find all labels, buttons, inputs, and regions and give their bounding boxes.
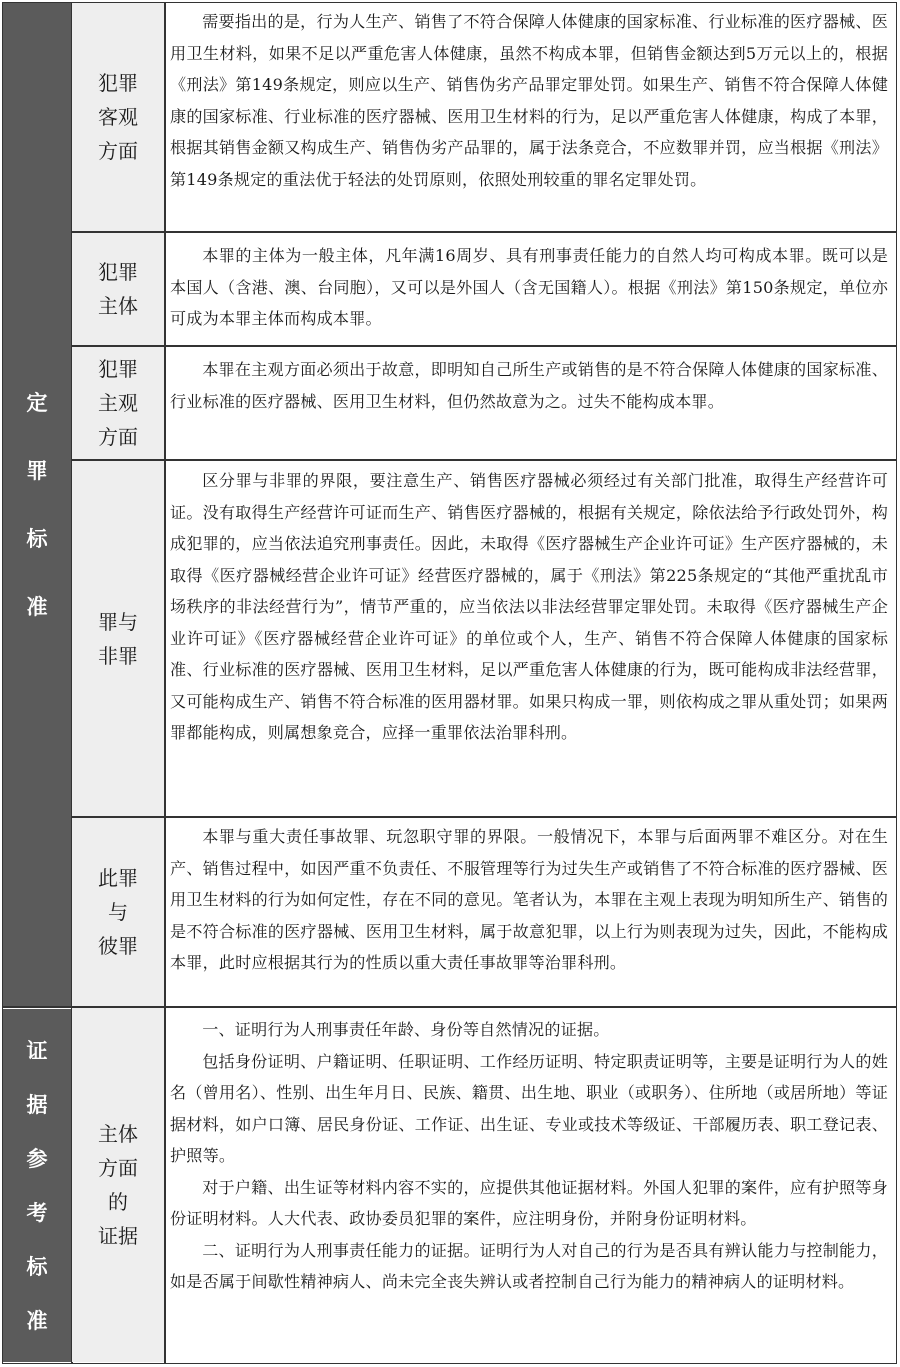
- divider: [164, 2, 166, 1364]
- row-content-objective: [170, 6, 888, 195]
- section-char: 证: [26, 1038, 48, 1063]
- section-header-zhengju: [3, 1009, 71, 1362]
- row-content-subject: [170, 240, 888, 335]
- row-label-subjective: 犯罪 主观 方面: [72, 347, 164, 459]
- section-header-dingzui: [3, 3, 71, 1006]
- paragraph: 需要指出的是，行为人生产、销售了不符合保障人体健康的国家标准、行业标准的医疗器械、医用卫生材料，如果不足以严重危害人体健康，虽然不构成本罪，但销售金额达到5万元以上的，根据《刑法》第149条规定，则应以生产、销售伪劣产品罪定罪处罚。如果生产、销售不符合保障人体健康的国家标准、行业标准的医疗器械、医用卫生材料的行为，足以严重危害人体健康，构成了本罪，根据其销售金额又构成生产、销售伪劣产品罪的，属于法条竞合，不应数罪并罚，应当根据《刑法》第149条规定的重法优于轻法的处罚原则，依照处刑较重的罪名定罪处罚。: [170, 12, 888, 189]
- paragraph: 本罪与重大责任事故罪、玩忽职守罪的界限。一般情况下，本罪与后面两罪不难区分。对在生产、销售过程中，如因严重不负责任、不服管理等行为过失生产或销售了不符合标准的医疗器械、医用卫生材料的行为如何定性，存在不同的意见。笔者认为，本罪在主观上表现为明知所生产、销售的是不符合标准的医疗器械、医用卫生材料，属于故意犯罪，以上行为则表现为过失，因此，不能构成本罪，此时应根据其行为的性质以重大责任事故罪等治罪科刑。: [170, 827, 888, 972]
- section-char: 据: [26, 1092, 48, 1117]
- section-char: 准: [26, 594, 48, 619]
- divider: [72, 345, 897, 347]
- row-content-crime-or-not: [170, 465, 888, 749]
- section-char: 准: [26, 1308, 48, 1333]
- paragraph: 本罪的主体为一般主体，凡年满16周岁、具有刑事责任能力的自然人均可构成本罪。既可以是本国人（含港、澳、台同胞），又可以是外国人（含无国籍人）。根据《刑法》第150条规定，单位亦可成为本罪主体而构成本罪。: [170, 246, 888, 328]
- paragraph: 区分罪与非罪的界限，要注意生产、销售医疗器械必须经过有关部门批准，取得生产经营许可证。没有取得生产经营许可证而生产、销售医疗器械的，根据有关规定，除依法给予行政处罚外，构成犯罪的，应当依法追究刑事责任。因此，未取得《医疗器械生产企业许可证》生产医疗器械的，未取得《医疗器械经营企业许可证》经营医疗器械的，属于《刑法》第225条规定的“其他严重扰乱市场秩序的非法经营行为”，情节严重的，应当依法以非法经营罪定罪处罚。未取得《医疗器械生产企业许可证》《医疗器械经营企业许可证》的单位或个人，生产、销售不符合保障人体健康的国家标准、行业标准的医疗器械、医用卫生材料，足以严重危害人体健康的行为，既可能构成非法经营罪，又可能构成生产、销售不符合标准的医用器材罪。如果只构成一罪，则依构成之罪从重处罚；如果两罪都能构成，则属想象竞合，应择一重罪依法治罪科刑。: [170, 471, 888, 742]
- section-char: 考: [26, 1200, 48, 1225]
- row-label-objective: 犯罪 客观 方面: [72, 3, 164, 231]
- row-label-subject: 犯罪 主体: [72, 233, 164, 345]
- section-char: 参: [26, 1146, 48, 1171]
- section-char: 罪: [26, 458, 48, 483]
- divider: [72, 459, 897, 461]
- paragraph: 包括身份证明、户籍证明、任职证明、工作经历证明、特定职责证明等，主要是证明行为人的姓名（曾用名）、性别、出生年月日、民族、籍贯、出生地、职业（或职务）、住所地（或居所地）等证据材料，如户口簿、居民身份证、工作证、出生证、专业或技术等级证、干部履历表、职工登记表、护照等。: [170, 1051, 888, 1165]
- row-label-subject-evidence: 主体 方面 的 证据: [72, 1008, 164, 1362]
- row-content-this-vs-that: [170, 821, 888, 979]
- paragraph: 一、证明行为人刑事责任年龄、身份等自然情况的证据。: [202, 1020, 610, 1039]
- paragraph: 本罪在主观方面必须出于故意，即明知自己所生产或销售的是不符合保障人体健康的国家标准、行业标准的医疗器械、医用卫生材料，但仍然故意为之。过失不能构成本罪。: [170, 360, 888, 411]
- paragraph: 二、证明行为人刑事责任能力的证据。证明行为人对自己的行为是否具有辨认能力与控制能力，如是否属于间歇性精神病人、尚未完全丧失辨认或者控制自己行为能力的精神病人的证明材料。: [170, 1240, 888, 1291]
- divider: [72, 231, 897, 233]
- section-char: 标: [26, 1254, 48, 1279]
- divider: [72, 816, 897, 818]
- row-content-subject-evidence: [170, 1014, 888, 1298]
- row-content-subjective: [170, 354, 888, 417]
- paragraph: 对于户籍、出生证等材料内容不实的，应提供其他证据材料。外国人犯罪的案件，应有护照等身份证明材料。人大代表、政协委员犯罪的案件，应注明身份，并附身份证明材料。: [170, 1177, 888, 1228]
- section-char: 定: [26, 390, 48, 415]
- row-label-crime-or-not: 罪与 非罪: [72, 461, 164, 816]
- section-char: 标: [26, 526, 48, 551]
- row-label-this-vs-that: 此罪 与 彼罪: [72, 818, 164, 1006]
